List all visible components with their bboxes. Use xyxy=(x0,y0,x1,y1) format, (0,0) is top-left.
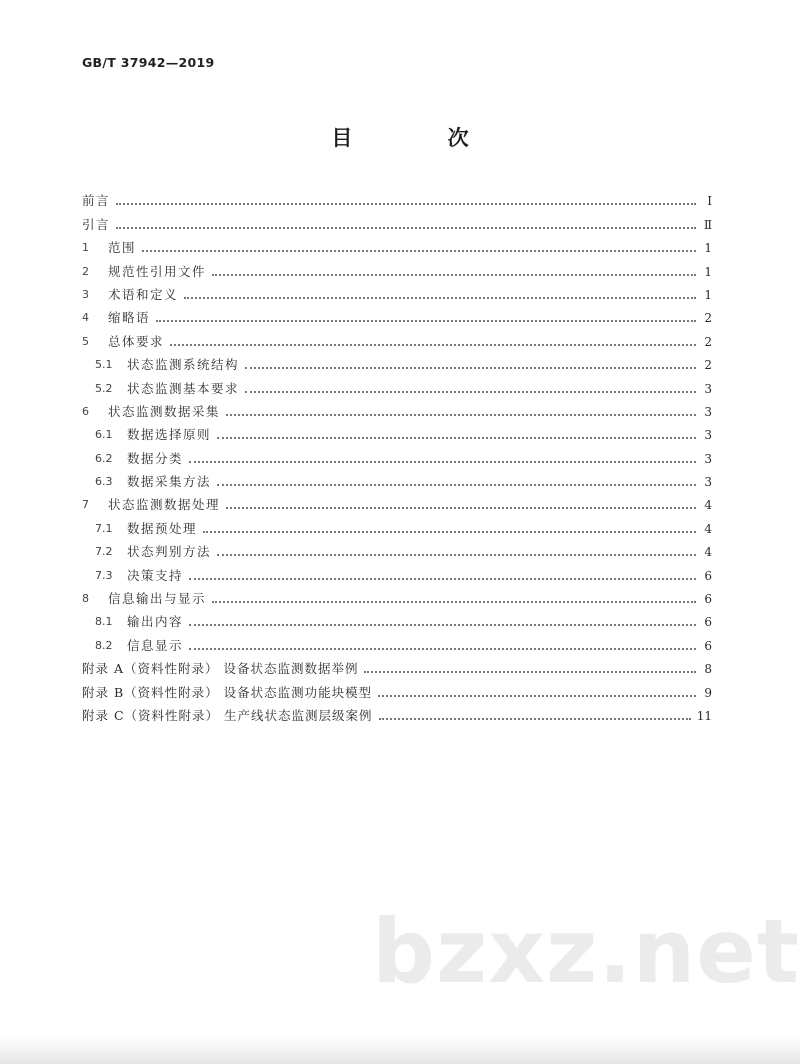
toc-entry-number: 5.2 xyxy=(95,381,113,395)
toc-dot-leader xyxy=(170,344,696,346)
toc-entry-label: 术语和定义 xyxy=(108,286,179,302)
toc-entry-number: 8.2 xyxy=(95,638,113,652)
toc-entry-page: 4 xyxy=(704,545,712,560)
toc-entry-page: 3 xyxy=(704,475,712,490)
toc-entry-page: 4 xyxy=(704,498,712,513)
toc-entry[interactable] xyxy=(82,467,712,490)
toc-entry-label: 前言 xyxy=(82,193,111,209)
toc-entry-number: 5 xyxy=(82,334,89,348)
toc-dot-leader xyxy=(364,671,696,673)
toc-entry-page: 2 xyxy=(704,311,712,326)
toc-dot-leader xyxy=(378,695,696,697)
toc-entry-label: 输出内容 xyxy=(127,614,184,630)
toc-entry[interactable] xyxy=(82,677,712,700)
toc-dot-leader xyxy=(217,484,696,486)
toc-entry[interactable] xyxy=(82,326,712,349)
toc-entry-label: 规范性引用文件 xyxy=(108,263,207,279)
toc-entry-page: 9 xyxy=(704,685,712,700)
toc-entry-page: Ⅱ xyxy=(703,217,712,232)
standard-code: GB/T 37942—2019 xyxy=(82,55,215,70)
toc-entry-label: 数据选择原则 xyxy=(127,427,212,443)
toc-dot-leader xyxy=(217,554,696,556)
toc-entry[interactable] xyxy=(82,584,712,607)
toc-entry-number: 5.1 xyxy=(95,358,113,372)
toc-entry-page: Ⅰ xyxy=(707,194,712,209)
toc-entry[interactable] xyxy=(82,256,712,279)
page-bottom-edge xyxy=(0,1036,800,1064)
toc-entry-label: 数据采集方法 xyxy=(127,474,212,490)
toc-entry-label: 附录 C（资料性附录） 生产线状态监测层级案例 xyxy=(82,707,373,723)
toc-dot-leader xyxy=(379,718,691,720)
toc-entry[interactable] xyxy=(82,303,712,326)
toc-entry-page: 1 xyxy=(704,287,712,302)
toc-entry-page: 1 xyxy=(704,264,712,279)
toc-entry[interactable] xyxy=(82,233,712,256)
toc-entry-label: 决策支持 xyxy=(127,567,184,583)
toc-entry-page: 8 xyxy=(704,662,712,677)
toc-entry-number: 7 xyxy=(82,498,89,512)
toc-entry[interactable] xyxy=(82,397,712,420)
toc-entry-label: 状态监测基本要求 xyxy=(127,380,240,396)
toc-entry-label: 状态监测数据采集 xyxy=(108,403,221,419)
watermark-logo: bzxz.net xyxy=(372,900,800,1003)
toc-dot-leader xyxy=(184,297,696,299)
toc-entry[interactable] xyxy=(82,537,712,560)
toc-entry-page: 3 xyxy=(704,428,712,443)
toc-entry-number: 2 xyxy=(82,264,89,278)
toc-entry-page: 6 xyxy=(704,615,712,630)
toc-entry-number: 7.3 xyxy=(95,568,113,582)
toc-title: 目 次 xyxy=(331,125,513,150)
toc-entry[interactable] xyxy=(82,186,712,209)
toc-entry-number: 1 xyxy=(82,241,89,255)
toc-entry-label: 信息输出与显示 xyxy=(108,591,207,607)
toc-entry[interactable] xyxy=(82,630,712,653)
toc-entry-page: 3 xyxy=(704,381,712,396)
toc-entry[interactable] xyxy=(82,209,712,232)
toc-entry-page: 2 xyxy=(704,358,712,373)
toc-entry-number: 8 xyxy=(82,592,89,606)
toc-dot-leader xyxy=(217,437,696,439)
toc-entry-page: 2 xyxy=(704,334,712,349)
toc-entry-number: 6.3 xyxy=(95,475,113,489)
toc-dot-leader xyxy=(189,624,696,626)
toc-dot-leader xyxy=(116,227,696,229)
toc-entry-label: 引言 xyxy=(82,216,111,232)
toc-entry-label: 范围 xyxy=(108,240,137,256)
toc-entry-number: 6.2 xyxy=(95,451,113,465)
toc-dot-leader xyxy=(189,461,696,463)
toc-entry[interactable] xyxy=(82,490,712,513)
toc-entry-label: 缩略语 xyxy=(108,310,151,326)
toc-entry-page: 6 xyxy=(704,592,712,607)
toc-dot-leader xyxy=(142,250,696,252)
toc-entry-label: 总体要求 xyxy=(108,333,165,349)
toc-entry-label: 信息显示 xyxy=(127,637,184,653)
table-of-contents xyxy=(82,186,712,724)
toc-entry[interactable] xyxy=(82,280,712,303)
toc-dot-leader xyxy=(226,507,696,509)
toc-entry-page: 3 xyxy=(704,451,712,466)
toc-entry-label: 附录 A（资料性附录） 设备状态监测数据举例 xyxy=(82,661,359,677)
toc-entry-page: 6 xyxy=(704,568,712,583)
toc-entry-number: 6 xyxy=(82,404,89,418)
toc-dot-leader xyxy=(156,320,696,322)
toc-entry-number: 7.2 xyxy=(95,545,113,559)
toc-dot-leader xyxy=(189,578,696,580)
toc-dot-leader xyxy=(226,414,696,416)
toc-entry-page: 11 xyxy=(696,708,712,723)
toc-entry-number: 4 xyxy=(82,311,89,325)
toc-entry-number: 7.1 xyxy=(95,521,113,535)
toc-dot-leader xyxy=(189,648,696,650)
toc-entry[interactable] xyxy=(82,373,712,396)
toc-entry[interactable] xyxy=(82,701,712,724)
toc-entry-number: 6.1 xyxy=(95,428,113,442)
toc-entry-label: 状态判别方法 xyxy=(127,544,212,560)
toc-entry-page: 1 xyxy=(704,241,712,256)
toc-entry-label: 数据分类 xyxy=(127,450,184,466)
toc-entry[interactable] xyxy=(82,443,712,466)
toc-entry-number: 3 xyxy=(82,287,89,301)
toc-entry-page: 3 xyxy=(704,404,712,419)
toc-entry-label: 状态监测数据处理 xyxy=(108,497,221,513)
toc-dot-leader xyxy=(116,203,696,205)
toc-entry[interactable] xyxy=(82,350,712,373)
toc-entry-page: 6 xyxy=(704,638,712,653)
toc-dot-leader xyxy=(212,601,696,603)
toc-entry-label: 状态监测系统结构 xyxy=(127,357,240,373)
toc-entry[interactable] xyxy=(82,560,712,583)
toc-entry-page: 4 xyxy=(704,521,712,536)
toc-entry[interactable] xyxy=(82,654,712,677)
toc-entry[interactable] xyxy=(82,607,712,630)
toc-dot-leader xyxy=(203,531,696,533)
toc-entry[interactable] xyxy=(82,513,712,536)
toc-entry-label: 附录 B（资料性附录） 设备状态监测功能块模型 xyxy=(82,684,373,700)
toc-dot-leader xyxy=(212,274,696,276)
toc-dot-leader xyxy=(245,391,696,393)
toc-entry[interactable] xyxy=(82,420,712,443)
toc-dot-leader xyxy=(245,367,696,369)
toc-entry-number: 8.1 xyxy=(95,615,113,629)
toc-entry-label: 数据预处理 xyxy=(127,520,198,536)
